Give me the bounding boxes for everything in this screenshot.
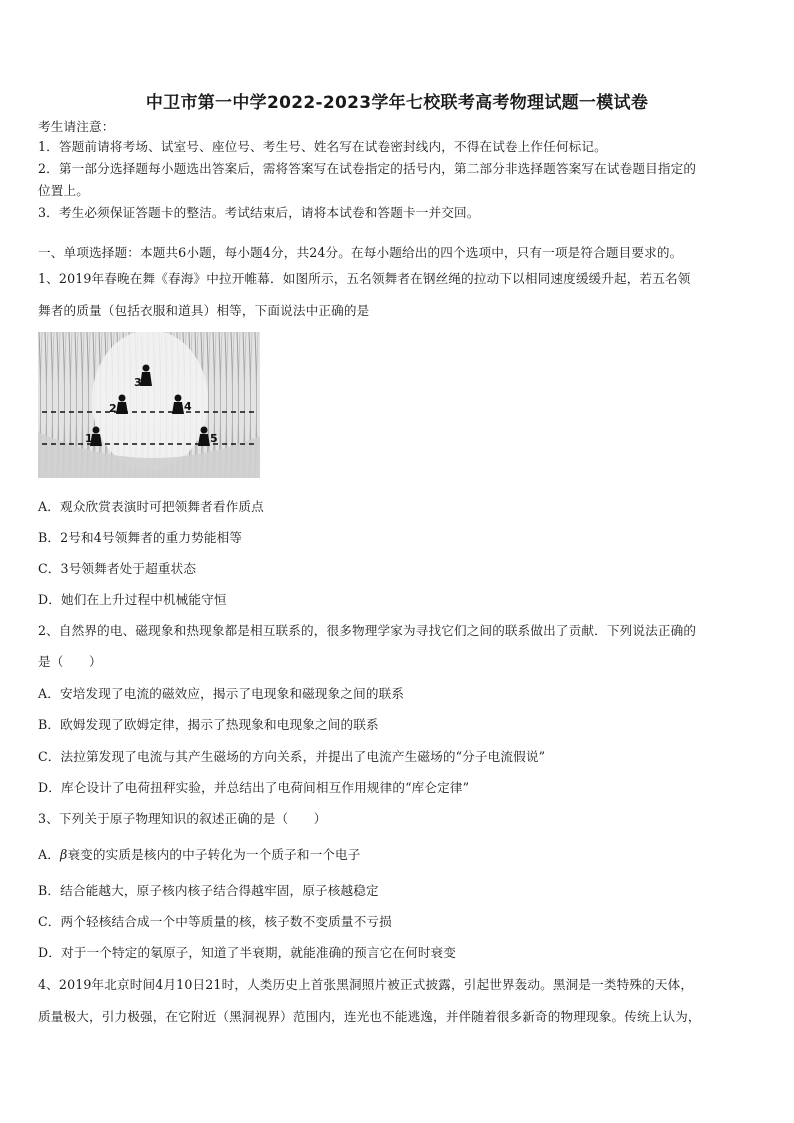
q1-stem-line-1: 1、2019年春晚在舞《春海》中拉开帷幕．如图所示，五名领舞者在钢丝绳的拉动下以相同速度缓缓升起，若五名领 — [38, 271, 691, 286]
page-title: 中卫市第一中学2022-2023学年七校联考高考物理试题一模试卷 — [145, 93, 649, 113]
q3-option-d: D．对于一个特定的氡原子，知道了半衰期，就能准确的预言它在何时衰变 — [38, 945, 457, 960]
q1-option-b: B．2号和4号领舞者的重力势能相等 — [38, 530, 243, 545]
dancer-label-1: 1 — [85, 432, 93, 445]
notice-item-3: 3．考生必须保证答题卡的整洁。考试结束后，请将本试卷和答题卡一并交回。 — [38, 205, 480, 220]
q4-stem-line-1: 4、2019年北京时间4月10日21时，人类历史上首张黑洞照片被正式披露，引起世界轰动。黑洞是一类特殊的天体， — [38, 977, 694, 992]
q3-option-b: B．结合能越大，原子核内核子结合得越牢固，原子核越稳定 — [38, 883, 379, 898]
dancer-label-3: 3 — [134, 376, 142, 389]
notice-item-2: 2．第一部分选择题每小题选出答案后，需将答案写在试卷指定的括号内，第二部分非选择题答案写在试卷题目指定的 — [38, 161, 697, 176]
q3-option-a-prefix: A． — [38, 847, 60, 862]
q3-option-c: C．两个轻核结合成一个中等质量的核，核子数不变质量不亏损 — [38, 914, 392, 929]
q2-option-d: D．库仑设计了电荷扭秤实验，并总结出了电荷间相互作用规律的“库仑定律” — [38, 780, 470, 795]
q1-option-a: A．观众欣赏表演时可把领舞者看作质点 — [38, 499, 264, 514]
dancer-label-4: 4 — [184, 400, 192, 413]
notice-item-1: 1．答题前请将考场、试室号、座位号、考生号、姓名写在试卷密封线内，不得在试卷上作任何标记。 — [38, 139, 607, 154]
q3-option-a — [38, 846, 762, 864]
q2-option-c: C．法拉第发现了电流与其产生磁场的方向关系，并提出了电流产生磁场的“分子电流假说” — [38, 749, 546, 764]
dancer-label-2: 2 — [109, 402, 117, 415]
q2-stem-line-1: 2、自然界的电、磁现象和热现象都是相互联系的，很多物理学家为寻找它们之间的联系做出了贡献．下列说法正确的 — [38, 623, 697, 638]
q3-option-a-text: 衰变的实质是核内的中子转化为一个质子和一个电子 — [67, 847, 361, 862]
section-heading: 一、单项选择题：本题共6小题，每小题4分，共24分。在每小题给出的四个选项中，只有一项是符合题目要求的。 — [38, 245, 683, 260]
q2-stem-line-2: 是（ ） — [38, 654, 102, 669]
dancer-label-5: 5 — [210, 432, 218, 445]
q1-stem-line-2: 舞者的质量（包括衣服和道具）相等，下面说法中正确的是 — [38, 303, 370, 318]
q1-option-d: D．她们在上升过程中机械能守恒 — [38, 592, 227, 607]
q2-option-b: B．欧姆发现了欧姆定律，揭示了热现象和电现象之间的联系 — [38, 717, 379, 732]
q4-stem-line-2: 质量极大，引力极强，在它附近（黑洞视界）范围内，连光也不能逃逸，并伴随着很多新奇的物理现象。传统上认为， — [38, 1009, 701, 1024]
beta-symbol: β — [60, 847, 68, 862]
q2-option-a: A．安培发现了电流的磁效应，揭示了电现象和磁现象之间的联系 — [38, 686, 405, 701]
notice-item-2-cont: 位置上。 — [38, 183, 89, 198]
dancers-figure — [38, 332, 260, 478]
notice-heading: 考生请注意： — [38, 119, 115, 134]
q3-stem: 3、下列关于原子物理知识的叙述正确的是（ ） — [38, 811, 327, 826]
q1-option-c: C．3号领舞者处于超重状态 — [38, 561, 197, 576]
